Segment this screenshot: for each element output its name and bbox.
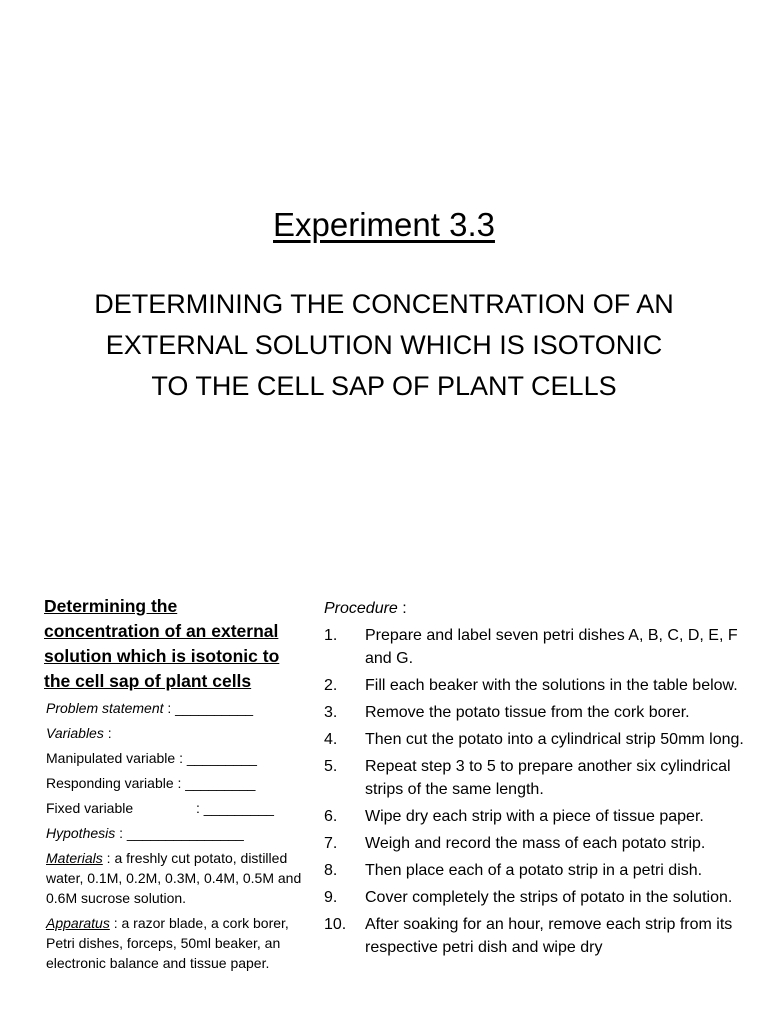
procedure-list xyxy=(324,624,754,959)
procedure-step-number: 5. xyxy=(324,758,338,775)
hypothesis-value: : _______________ xyxy=(115,825,244,841)
fixed-variable-label: Fixed variable xyxy=(46,800,134,816)
procedure-step xyxy=(324,755,754,801)
variables xyxy=(46,723,306,743)
procedure-step-number: 10. xyxy=(324,916,347,933)
hypothesis-label: Hypothesis xyxy=(46,825,116,841)
problem-statement xyxy=(46,698,306,718)
procedure-step xyxy=(324,832,754,855)
procedure-step-number: 1. xyxy=(324,627,338,644)
procedure-step-number: 6. xyxy=(324,808,338,825)
procedure-step-number: 7. xyxy=(324,835,338,852)
fixed-variable xyxy=(46,798,306,818)
procedure-colon: : xyxy=(397,600,407,617)
left-column xyxy=(44,594,306,973)
main-heading xyxy=(20,284,748,407)
procedure-step xyxy=(324,701,754,724)
procedure-step xyxy=(324,886,754,909)
main-heading-line: TO THE CELL SAP OF PLANT CELLS xyxy=(151,371,617,401)
left-heading-line: Determining the xyxy=(44,596,178,616)
procedure-step xyxy=(324,913,754,959)
procedure-step-text: After soaking for an hour, remove each strip from its respective petri dish and wipe dry xyxy=(365,916,733,956)
procedure-step-text: Then place each of a potato strip in a petri dish. xyxy=(365,862,703,879)
procedure-step-number: 9. xyxy=(324,889,338,906)
problem-statement-label: Problem statement xyxy=(46,700,164,716)
variables-label: Variables xyxy=(46,725,104,741)
procedure-label xyxy=(324,598,754,620)
materials xyxy=(46,848,306,908)
procedure-step-text: Wipe dry each strip with a piece of tissue paper. xyxy=(365,808,704,825)
variables-value: : xyxy=(103,725,112,741)
procedure-step-number: 3. xyxy=(324,704,338,721)
procedure-step-text: Weigh and record the mass of each potato strip. xyxy=(365,835,706,852)
procedure-step xyxy=(324,624,754,670)
apparatus xyxy=(46,913,306,973)
responding-variable: Responding variable : _________ xyxy=(46,775,256,791)
procedure-step xyxy=(324,859,754,882)
procedure-step-number: 2. xyxy=(324,677,338,694)
procedure-step xyxy=(324,805,754,828)
manipulated-variable: Manipulated variable : _________ xyxy=(46,750,257,766)
procedure-step-text: Cover completely the strips of potato in the solution. xyxy=(365,889,733,906)
left-heading-line: solution which is isotonic to xyxy=(44,646,280,666)
procedure-step-number: 4. xyxy=(324,731,338,748)
materials-label: Materials xyxy=(46,850,103,866)
procedure-step-text: Repeat step 3 to 5 to prepare another six cylindrical strips of the same length. xyxy=(365,758,731,798)
procedure-step xyxy=(324,728,754,751)
procedure-step-text: Prepare and label seven petri dishes A, B, C, D, E, F and G. xyxy=(365,627,738,667)
procedure-step xyxy=(324,674,754,697)
procedure-step-text: Remove the potato tissue from the cork borer. xyxy=(365,704,690,721)
left-heading-line: the cell sap of plant cells xyxy=(44,671,252,691)
materials-value: : a freshly cut potato, distilled water, 0.1M, 0.2M, 0.3M, 0.4M, 0.5M and 0.6M sucrose solution. xyxy=(46,850,302,906)
main-heading-line: DETERMINING THE CONCENTRATION OF AN xyxy=(94,289,674,319)
left-heading xyxy=(44,594,306,694)
main-heading-line: EXTERNAL SOLUTION WHICH IS ISOTONIC xyxy=(105,330,663,360)
procedure-step-number: 8. xyxy=(324,862,338,879)
lower-slide xyxy=(0,586,768,1024)
apparatus-value: : a razor blade, a cork borer, Petri dishes, forceps, 50ml beaker, an electronic balance and tissue paper. xyxy=(46,915,289,971)
page-title: Experiment 3.3 xyxy=(273,206,495,243)
problem-statement-value: : __________ xyxy=(163,700,254,716)
procedure-step-text: Fill each beaker with the solutions in the table below. xyxy=(365,677,738,694)
apparatus-label: Apparatus xyxy=(46,915,110,931)
procedure-step-text: Then cut the potato into a cylindrical strip 50mm long. xyxy=(365,731,744,748)
hypothesis xyxy=(46,823,306,843)
procedure-label-text: Procedure xyxy=(324,600,398,617)
right-column xyxy=(324,598,754,963)
fixed-variable-value: : _________ xyxy=(196,800,274,816)
left-heading-line: concentration of an external xyxy=(44,621,279,641)
